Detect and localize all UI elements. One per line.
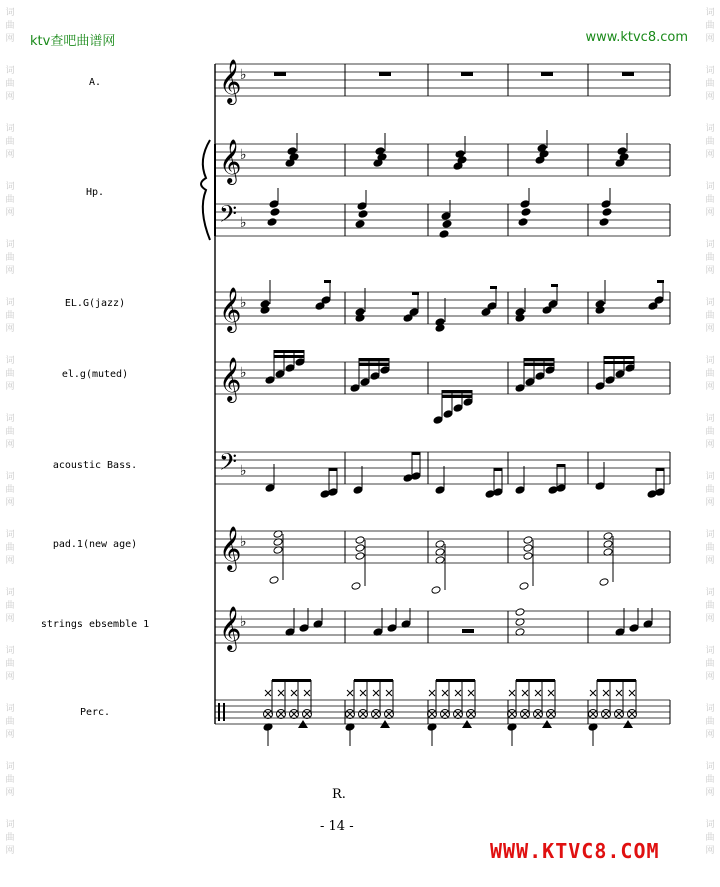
watermark-char: 词 xyxy=(705,66,715,76)
watermark-char: 曲 xyxy=(5,311,15,321)
watermark-char: 网 xyxy=(5,382,15,392)
note-beam xyxy=(436,679,475,682)
note-head xyxy=(655,488,665,497)
instrument-label-pad: pad.1(new age) xyxy=(52,539,138,550)
note-head xyxy=(403,474,413,483)
note-head xyxy=(493,488,503,497)
note-head xyxy=(411,472,421,481)
watermark-char: 词 xyxy=(5,588,15,598)
watermark-char: 网 xyxy=(705,150,715,160)
flat-icon: ♭ xyxy=(240,614,247,630)
flat-icon: ♭ xyxy=(240,67,247,83)
note-head xyxy=(515,608,525,617)
watermark-char: 曲 xyxy=(5,659,15,669)
note-head xyxy=(275,370,285,379)
watermark-char: 词 xyxy=(705,530,715,540)
watermark-char: 词 xyxy=(705,588,715,598)
note-beam xyxy=(274,350,304,353)
watermark-char: 网 xyxy=(705,498,715,508)
note-beam xyxy=(274,355,304,358)
note-head xyxy=(328,488,338,497)
watermark-char: 词 xyxy=(705,472,715,482)
note-beam xyxy=(324,280,331,283)
site-title: ktv查吧曲谱网 xyxy=(30,34,116,49)
note-beam xyxy=(490,286,497,289)
hihat-mark xyxy=(548,690,554,696)
hihat-mark xyxy=(386,690,392,696)
instrument-label-elg-jazz: EL.G(jazz) xyxy=(64,298,126,309)
note-head xyxy=(595,482,605,491)
treble-clef-icon: 𝄞 xyxy=(219,287,242,331)
watermark-char: 曲 xyxy=(705,21,715,31)
note-head xyxy=(360,378,370,387)
note-head xyxy=(525,378,535,387)
bass-clef-icon: 𝄢 xyxy=(219,200,238,233)
watermark-char: 词 xyxy=(5,182,15,192)
treble-clef-icon: 𝄞 xyxy=(219,526,242,570)
watermark-char: 网 xyxy=(705,672,715,682)
watermark-char: 网 xyxy=(705,846,715,856)
note-beam xyxy=(442,390,472,393)
note-beam xyxy=(524,363,554,366)
note-head xyxy=(265,376,275,385)
note-head xyxy=(523,552,533,561)
note-beam xyxy=(359,358,389,361)
watermark-char: 曲 xyxy=(5,775,15,785)
note-head xyxy=(320,490,330,499)
hihat-mark xyxy=(429,690,435,696)
note-head xyxy=(629,624,639,633)
note-head xyxy=(615,370,625,379)
instrument-label-acoustic-bass: acoustic Bass. xyxy=(52,460,138,471)
instrument-label-harp: Hp. xyxy=(85,187,105,198)
note-head xyxy=(523,544,533,553)
watermark-char: 词 xyxy=(705,414,715,424)
note-head xyxy=(599,578,609,587)
instrument-label-a: A. xyxy=(88,77,102,88)
watermark-char: 曲 xyxy=(705,717,715,727)
note-head xyxy=(433,416,443,425)
watermark-char: 词 xyxy=(705,820,715,830)
hihat-mark xyxy=(360,690,366,696)
hihat-mark xyxy=(455,690,461,696)
watermark-char: 词 xyxy=(705,124,715,134)
watermark-char: 网 xyxy=(705,730,715,740)
note-head xyxy=(350,384,360,393)
note-head xyxy=(299,624,309,633)
note-head xyxy=(515,384,525,393)
note-beam xyxy=(442,395,472,398)
watermark-char: 词 xyxy=(705,646,715,656)
watermark-char: 词 xyxy=(5,124,15,134)
watermark-char: 网 xyxy=(5,324,15,334)
note-head xyxy=(355,536,365,545)
hihat-mark xyxy=(347,690,353,696)
whole-rest xyxy=(622,72,634,76)
hihat-mark xyxy=(629,690,635,696)
treble-clef-icon: 𝄞 xyxy=(219,606,242,650)
note-beam xyxy=(597,679,636,682)
watermark-char: 曲 xyxy=(705,775,715,785)
note-head xyxy=(443,410,453,419)
watermark-char: 曲 xyxy=(5,21,15,31)
note-head xyxy=(353,486,363,495)
note-head xyxy=(409,308,419,317)
note-head xyxy=(548,486,558,495)
note-head xyxy=(370,372,380,381)
hihat-mark xyxy=(442,690,448,696)
note-head xyxy=(654,296,664,305)
note-head xyxy=(355,220,365,229)
note-head xyxy=(520,200,530,209)
whole-rest xyxy=(461,72,473,76)
watermark-char: 曲 xyxy=(5,253,15,263)
watermark-char: 词 xyxy=(705,356,715,366)
note-head xyxy=(357,202,367,211)
hihat-mark xyxy=(522,690,528,696)
watermark-char: 曲 xyxy=(5,79,15,89)
note-head xyxy=(518,218,528,227)
note-head xyxy=(515,486,525,495)
hihat-mark xyxy=(603,690,609,696)
whole-rest xyxy=(541,72,553,76)
note-head xyxy=(441,212,451,221)
note-beam xyxy=(557,464,565,467)
watermark-char: 词 xyxy=(5,240,15,250)
watermark-char: 曲 xyxy=(5,195,15,205)
note-head xyxy=(435,486,445,495)
watermark-char: 网 xyxy=(705,208,715,218)
watermark-char: 网 xyxy=(5,672,15,682)
percussion-clef-icon xyxy=(218,703,220,721)
whole-rest xyxy=(379,72,391,76)
watermark-char: 网 xyxy=(705,382,715,392)
note-beam xyxy=(656,468,664,471)
hihat-mark xyxy=(509,690,515,696)
watermark-char: 网 xyxy=(5,846,15,856)
watermark-char: 词 xyxy=(705,8,715,18)
watermark-char: 网 xyxy=(5,556,15,566)
watermark-char: 网 xyxy=(705,788,715,798)
watermark-char: 网 xyxy=(705,34,715,44)
watermark-char: 词 xyxy=(5,820,15,830)
flat-icon: ♭ xyxy=(240,295,247,311)
note-head xyxy=(487,302,497,311)
note-head xyxy=(453,404,463,413)
note-head xyxy=(605,376,615,385)
note-head xyxy=(647,490,657,499)
instrument-label-elg-muted: el.g(muted) xyxy=(61,369,129,380)
note-head xyxy=(523,536,533,545)
watermark-char: 曲 xyxy=(705,369,715,379)
watermark-char: 词 xyxy=(5,66,15,76)
hihat-mark xyxy=(468,690,474,696)
note-head xyxy=(548,300,558,309)
watermark-char: 曲 xyxy=(5,601,15,611)
watermark-char: 网 xyxy=(705,266,715,276)
watermark-char: 曲 xyxy=(705,485,715,495)
whole-rest xyxy=(462,629,474,633)
flat-icon: ♭ xyxy=(240,365,247,381)
note-head xyxy=(358,210,368,219)
watermark-char: 曲 xyxy=(5,717,15,727)
treble-clef-icon: 𝄞 xyxy=(219,357,242,401)
treble-clef-icon: 𝄞 xyxy=(219,139,242,183)
note-head xyxy=(321,296,331,305)
watermark-char: 曲 xyxy=(705,833,715,843)
watermark-char: 曲 xyxy=(5,369,15,379)
watermark-char: 曲 xyxy=(705,311,715,321)
note-head xyxy=(269,200,279,209)
watermark-char: 词 xyxy=(5,530,15,540)
note-head xyxy=(625,364,635,373)
watermark-char: 词 xyxy=(5,762,15,772)
note-head xyxy=(556,484,566,493)
note-beam xyxy=(412,452,420,455)
note-beam xyxy=(272,679,311,682)
note-head xyxy=(519,582,529,591)
note-head xyxy=(270,208,280,217)
note-beam xyxy=(329,468,337,471)
note-head xyxy=(442,220,452,229)
watermark-char: 词 xyxy=(5,298,15,308)
flat-icon: ♭ xyxy=(240,463,247,479)
note-head xyxy=(599,218,609,227)
watermark-char: 网 xyxy=(5,208,15,218)
hihat-mark xyxy=(373,690,379,696)
watermark-char: 网 xyxy=(705,324,715,334)
watermark-char: 网 xyxy=(705,614,715,624)
note-beam xyxy=(524,358,554,361)
note-head xyxy=(595,382,605,391)
watermark-char: 词 xyxy=(705,182,715,192)
watermark-char: 网 xyxy=(5,34,15,44)
note-head xyxy=(439,230,449,239)
site-logo: WWW.KTVC8.COM xyxy=(490,839,660,863)
note-beam xyxy=(604,356,634,359)
watermark-char: 曲 xyxy=(705,253,715,263)
watermark-char: 词 xyxy=(5,8,15,18)
note-head xyxy=(545,366,555,375)
note-beam xyxy=(516,679,555,682)
watermark-char: 词 xyxy=(5,646,15,656)
note-head xyxy=(387,624,397,633)
note-beam xyxy=(657,280,664,283)
site-url: www.ktvc8.com xyxy=(585,30,688,45)
note-head xyxy=(355,552,365,561)
note-head xyxy=(285,364,295,373)
whole-rest xyxy=(274,72,286,76)
watermark-char: 曲 xyxy=(5,485,15,495)
note-beam xyxy=(354,679,393,682)
watermark-char: 曲 xyxy=(705,659,715,669)
note-beam xyxy=(604,361,634,364)
watermark-char: 网 xyxy=(5,150,15,160)
note-head xyxy=(602,208,612,217)
note-head xyxy=(267,218,277,227)
watermark-char: 曲 xyxy=(5,543,15,553)
note-head xyxy=(295,358,305,367)
watermark-char: 网 xyxy=(5,266,15,276)
watermark-char: 词 xyxy=(5,414,15,424)
hihat-mark xyxy=(278,690,284,696)
watermark-char: 词 xyxy=(705,298,715,308)
watermark-char: 词 xyxy=(705,704,715,714)
note-beam xyxy=(494,468,502,471)
watermark-char: 网 xyxy=(5,440,15,450)
hihat-mark xyxy=(535,690,541,696)
watermark-char: 网 xyxy=(705,440,715,450)
watermark-char: 词 xyxy=(5,704,15,714)
brace-icon xyxy=(201,140,210,240)
hihat-mark xyxy=(616,690,622,696)
watermark-char: 曲 xyxy=(5,137,15,147)
note-head xyxy=(265,484,275,493)
watermark-char: 网 xyxy=(5,788,15,798)
instrument-label-strings: strings ebsemble 1 xyxy=(40,619,150,630)
watermark-char: 网 xyxy=(5,498,15,508)
watermark-char: 曲 xyxy=(705,601,715,611)
note-beam xyxy=(412,292,419,295)
note-head xyxy=(463,398,473,407)
rehearsal-mark: R. xyxy=(332,787,346,802)
watermark-char: 词 xyxy=(5,472,15,482)
note-head xyxy=(269,576,279,585)
hihat-mark xyxy=(304,690,310,696)
bass-clef-icon: 𝄢 xyxy=(219,448,238,481)
watermark-char: 词 xyxy=(5,356,15,366)
instrument-label-perc: Perc. xyxy=(79,707,111,718)
watermark-char: 曲 xyxy=(705,79,715,89)
note-head xyxy=(431,586,441,595)
note-head xyxy=(351,582,361,591)
note-beam xyxy=(551,284,558,287)
watermark-char: 词 xyxy=(705,762,715,772)
note-head xyxy=(355,544,365,553)
watermark-char: 曲 xyxy=(5,833,15,843)
watermark-char: 曲 xyxy=(5,427,15,437)
watermark-char: 网 xyxy=(705,92,715,102)
watermark-char: 网 xyxy=(705,556,715,566)
hihat-mark xyxy=(590,690,596,696)
watermark-char: 网 xyxy=(5,730,15,740)
watermark-char: 曲 xyxy=(705,195,715,205)
watermark-char: 曲 xyxy=(705,427,715,437)
note-beam xyxy=(359,363,389,366)
watermark-char: 网 xyxy=(5,92,15,102)
flat-icon: ♭ xyxy=(240,534,247,550)
hihat-mark xyxy=(291,690,297,696)
flat-icon: ♭ xyxy=(240,215,247,231)
note-head xyxy=(380,366,390,375)
page-number: - 14 - xyxy=(320,819,354,834)
percussion-clef-icon xyxy=(223,703,225,721)
note-head xyxy=(601,200,611,209)
watermark-char: 曲 xyxy=(705,137,715,147)
note-head xyxy=(521,208,531,217)
note-head xyxy=(535,372,545,381)
flat-icon: ♭ xyxy=(240,147,247,163)
hihat-mark xyxy=(265,690,271,696)
treble-clef-icon: 𝄞 xyxy=(219,59,242,103)
watermark-char: 词 xyxy=(705,240,715,250)
watermark-char: 曲 xyxy=(705,543,715,553)
watermark-char: 网 xyxy=(5,614,15,624)
note-head xyxy=(485,490,495,499)
